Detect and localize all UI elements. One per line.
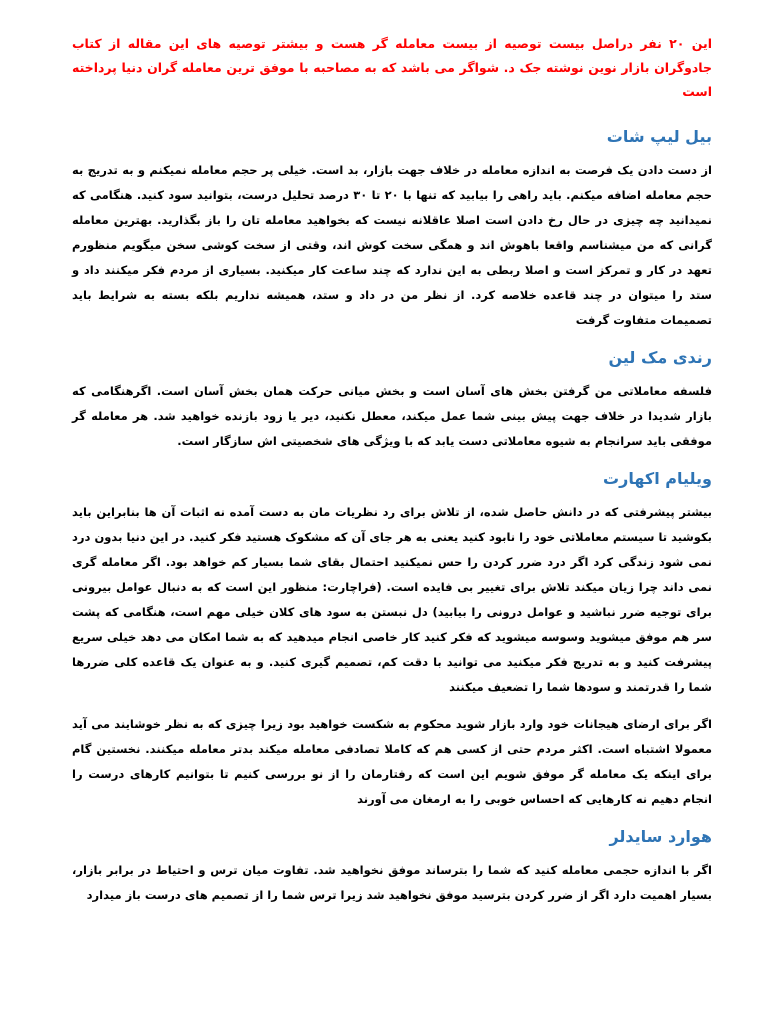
section-title: بیل لیپ شات [606, 127, 712, 146]
section-paragraph: اگر برای ارضای هیجانات خود وارد بازار شوید محکوم به شکست خواهید بود زیرا چیزی که به نظر خوشایند می آید معمولا اشتباه است. اکثر مردم حتی از کسی هم که کاملا تصادفی معامله میکند بدتر معامله میکنند. نخستین گام برای اینکه یک معامله گر موفق شویم این است که رفتارمان را از نو بررسی کنیم تا بتوانیم کارهای درست را انجام دهیم نه کارهایی که احساس خوبی را به ارمغان می آورند [72, 717, 712, 806]
section-paragraph: فلسفه معاملاتی من گرفتن بخش های آسان است و بخش میانی حرکت همان بخش آسان است. اگرهنگامی که بازار شدیدا در خلاف جهت پیش بینی شما عمل میکند، معطل نکنید، دیر یا زود بازنده خواهید شد. هر معامله گر موفقی باید سرانجام به شیوه معاملاتی دست یابد که با ویژگی های شخصیتی اش سازگار است. [72, 384, 712, 448]
intro-paragraph: این ۲۰ نفر دراصل بیست توصیه از بیست معامله گر هست و بیشتر توصیه های این مقاله از کتاب جادوگران بازار نوین نوشته جک د. شواگر می باشد که به مصاحبه با موفق ترین معامله گران دنیا پرداخته است [72, 36, 712, 99]
section-title: ویلیام اکهارت [603, 469, 712, 488]
document-page [72, 32, 712, 922]
section-title: هوارد سایدلر [609, 827, 712, 846]
section-title: رندی مک لین [608, 348, 712, 367]
section-william-eckhardt [72, 468, 712, 812]
section-paragraph: بیشتر پیشرفتی که در دانش حاصل شده، از تلاش برای رد نظریات مان به دست آمده نه اثبات آن ها بنابراین باید بکوشید تا سیستم معاملاتی خود را نابود کنید یعنی به هر جای آن که مشکوک هستید فکر کنید. در این دنیا بدون درد نمی شود زندگی کرد اگر درد ضرر کردن را حس نمیکنید احتمال بقای شما بسیار کم خواهد بود. اگر معامله گری نمی داند چرا زیان میکند تلاش برای تغییر بی فایده است. (فراچارت: منظور این است که به دنبال عوامل بیرونی برای توجیه ضرر نباشید و عوامل درونی را بیابید) دل نبستن به سود های کلان خیلی مهم است، هنگامی که پشت سر هم موفق میشوید وسوسه میشوید که فکر کنید کار خاصی انجام میدهید که به شما امکان می دهد خیلی سریع پیشرفت کنید و به تدریج فکر میکنید می توانید با دقت کم، تصمیم گیری کنید. و به عنوان یک قاعده کلی ضررها شما را قدرتمند و سودها شما را تضعیف میکنند [72, 505, 712, 694]
section-paragraph: اگر با اندازه حجمی معامله کنید که شما را بترساند موفق نخواهید شد. تفاوت میان ترس و احتیاط در برابر بازار، بسیار اهمیت دارد اگر از ضرر کردن بترسید موفق نخواهید شد زیرا ترس شما را از تصمیم های درست باز میدارد [72, 863, 712, 902]
section-bill-lipschutz [72, 126, 712, 333]
section-howard-seidler [72, 826, 712, 908]
section-randy-mcklain [72, 347, 712, 454]
section-paragraph: از دست دادن یک فرصت به اندازه معامله در خلاف جهت بازار، بد است. خیلی پر حجم معامله نمیکنم و به تدریج به حجم معامله اضافه میکنم. باید راهی را بیابید که تنها با ۲۰ تا ۳۰ درصد تحلیل درست، بتوانید سود کنید. هنگامی که نمیدانید چه چیزی در حال رخ دادن است اصلا عاقلانه نیست که بخواهید معامله تان را باز بگذارید. بهترین معامله گرانی که من میشناسم واقعا باهوش اند و همگی سخت کوش اند، وقتی از سخت کوشی سخن میگویم منظورم تعهد در کار و تمرکز است و اصلا ربطی به این ندارد که چند ساعت کار میکنید. بسیاری از مردم فکر میکنند داد و ستد را میتوان در چند قاعده خلاصه کرد. از نظر من در داد و ستد، همیشه نداریم بلکه بسته به شرایط باید تصمیمات متفاوت گرفت [72, 163, 712, 327]
